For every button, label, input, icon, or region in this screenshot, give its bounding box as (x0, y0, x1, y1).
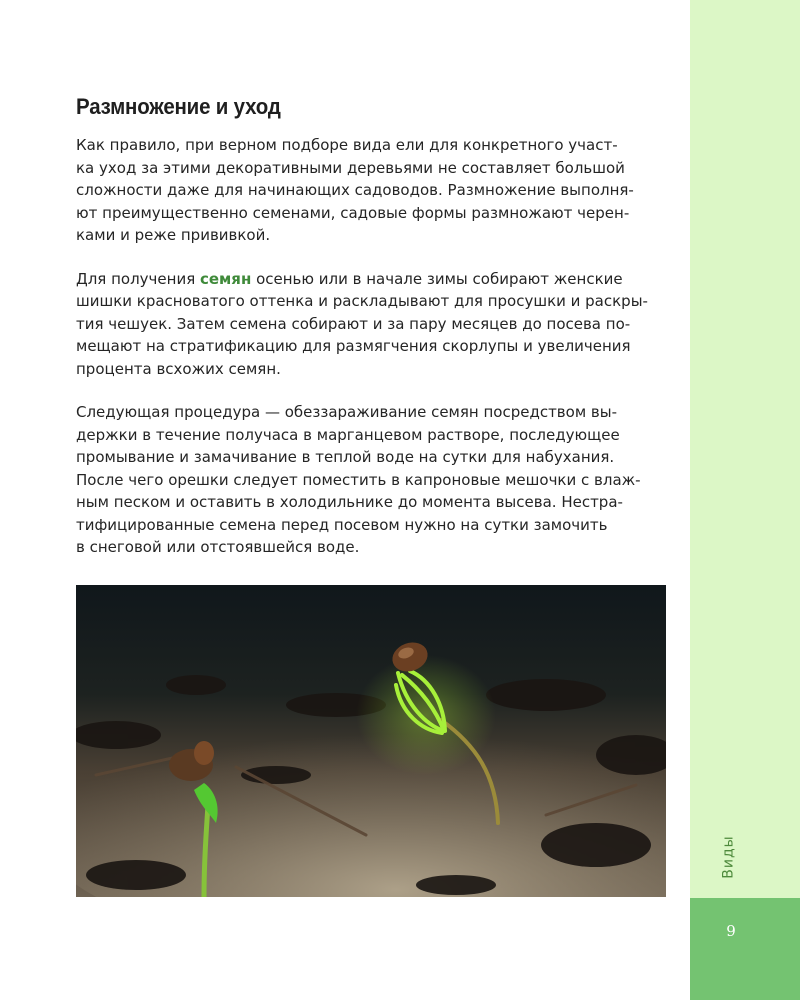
text-line: Следующая процедура — обеззараживание семян посредством вы- (76, 403, 618, 421)
text-line: ками и реже прививкой. (76, 226, 271, 244)
text-line: Для получения (76, 269, 200, 288)
text-line: тифицированные семена перед посевом нужно на сутки замочить (76, 515, 608, 534)
sidebar-band (690, 0, 800, 1000)
paragraph-seed-collection (76, 268, 676, 381)
text-line: сложности даже для начинающих садоводов. Размножение выполня- (76, 181, 634, 199)
main-content (76, 94, 676, 580)
text-line: в снеговой или отстоявшейся воде. (76, 538, 360, 556)
seedling-photo (76, 585, 666, 897)
page-number: 9 (726, 922, 736, 940)
page-number-box (690, 898, 800, 1000)
paragraph-disinfection (76, 401, 676, 559)
text-line: промывание и замачивание в теплой воде на сутки для набухания. (76, 448, 615, 466)
highlighted-term: семян (199, 269, 252, 288)
text-line: шишки красноватого оттенка и раскладывают для просушки и раскры- (76, 292, 648, 310)
text-line: мещают на стратификацию для размягчения скорлупы и увеличения (76, 337, 631, 355)
text-line: осенью или в начале зимы собирают женские (251, 269, 623, 288)
paragraph-propagation (76, 134, 676, 247)
text-line: После чего орешки следует поместить в капроновые мешочки с влаж- (76, 470, 641, 489)
section-label (716, 830, 742, 884)
text-line: ным песком и оставить в холодильнике до момента высева. Нестра- (76, 493, 623, 511)
text-line: тия чешуек. Затем семена собирают и за пару месяцев до посева по- (76, 314, 631, 333)
section-label-text: Виды (721, 835, 737, 879)
text-line: держки в течение получаса в марганцевом растворе, последующее (76, 425, 620, 444)
text-line: процента всхожих семян. (76, 359, 281, 378)
section-heading: Размножение и уход (76, 94, 281, 119)
text-line: ка уход за этими декоративными деревьями не составляет большой (76, 158, 625, 177)
text-line: Как правило, при верном подборе вида ели для конкретного участ- (76, 136, 618, 154)
seedling-illustration (76, 585, 666, 897)
text-line: ют преимущественно семенами, садовые формы размножают черен- (76, 203, 630, 222)
